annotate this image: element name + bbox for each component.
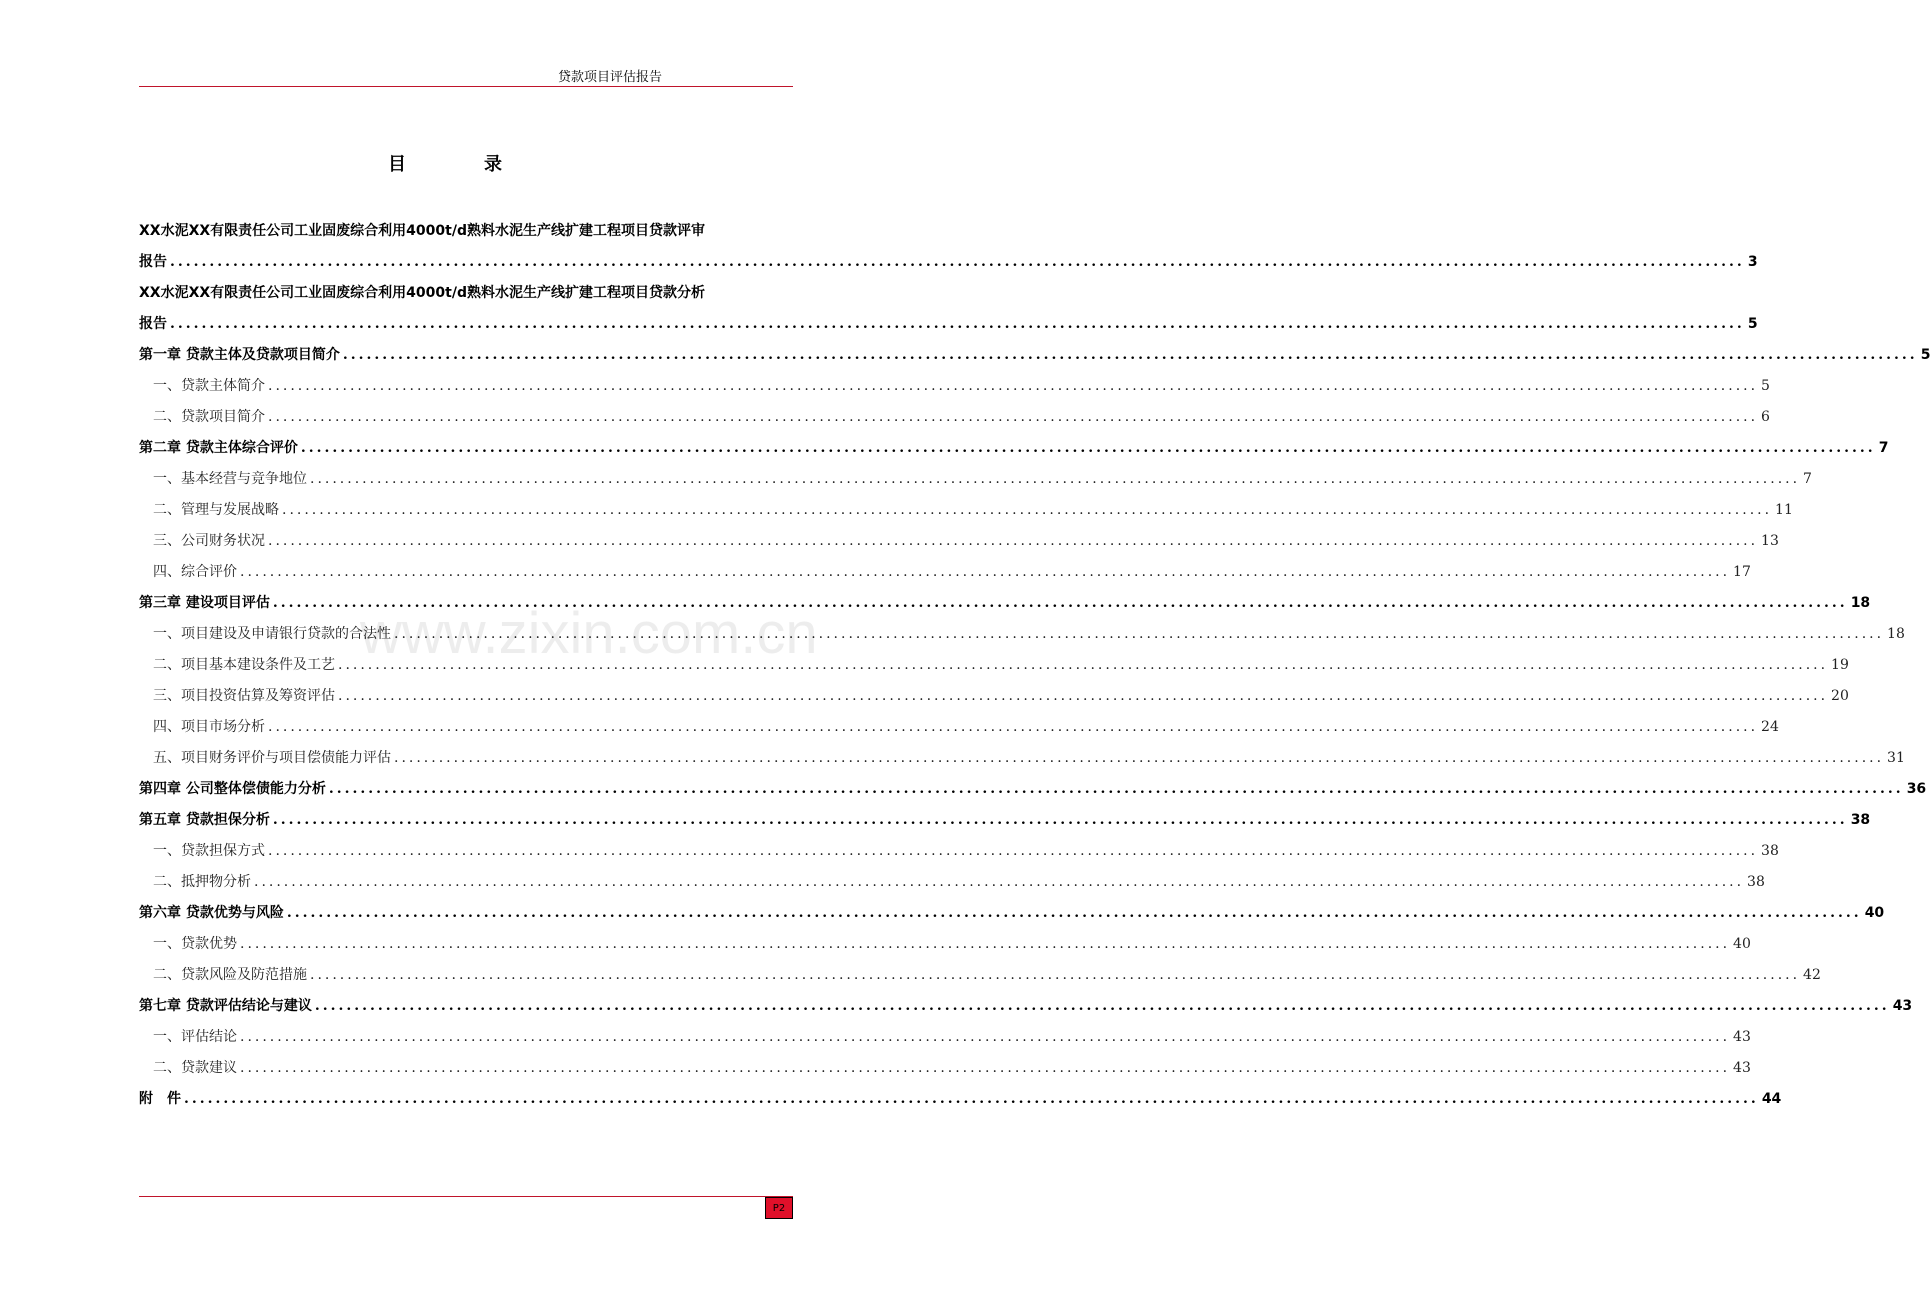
toc-leader-dots: ........................................................................................................................................................................................................ xyxy=(268,843,1759,859)
toc-doc-entry[interactable] xyxy=(139,272,1758,334)
toc-entry-label: 一、贷款担保方式 xyxy=(153,843,265,859)
toc-section-entry[interactable] xyxy=(139,644,1849,675)
toc-section-entry[interactable] xyxy=(139,737,1905,768)
toc-section-entry[interactable] xyxy=(139,613,1905,644)
toc-leader-dots: ........................................................................................................................................................................................................ xyxy=(272,812,1848,828)
toc-section-entry[interactable] xyxy=(139,1047,1751,1078)
toc-section-entry[interactable] xyxy=(139,458,1812,489)
toc-entry-label: 二、抵押物分析 xyxy=(153,874,251,890)
toc-page-number: 6 xyxy=(1761,409,1770,425)
toc-entry-label: 二、项目基本建设条件及工艺 xyxy=(153,657,335,673)
toc-leader-dots: ........................................................................................................................................................................................................ xyxy=(170,316,1745,332)
toc-entry-label: 二、管理与发展战略 xyxy=(153,502,279,518)
toc-page-number: 44 xyxy=(1761,1091,1782,1107)
toc-leader-dots: ........................................................................................................................................................................................................ xyxy=(240,564,1731,580)
toc-entry-label: 二、贷款风险及防范措施 xyxy=(153,967,307,983)
toc-page-number: 5 xyxy=(1920,347,1930,363)
toc-leader-dots: ........................................................................................................................................................................................................ xyxy=(300,440,1876,456)
toc-section-entry[interactable] xyxy=(139,954,1821,985)
toc-leader-dots: ........................................................................................................................................................................................................ xyxy=(394,626,1885,642)
toc-section-entry[interactable] xyxy=(139,706,1779,737)
toc-chapter-entry[interactable] xyxy=(139,892,1885,923)
toc-leader-dots: ........................................................................................................................................................................................................ xyxy=(184,1091,1759,1107)
toc-page-number: 31 xyxy=(1887,750,1905,766)
toc-entry-label: 第一章 贷款主体及贷款项目简介 xyxy=(139,347,340,363)
toc-section-entry[interactable] xyxy=(139,520,1779,551)
toc-entry-label: 一、评估结论 xyxy=(153,1029,237,1045)
toc-entry-label: 报告 xyxy=(139,316,167,332)
toc-entry-label: 一、贷款主体简介 xyxy=(153,378,265,394)
toc-entry-label: 第三章 建设项目评估 xyxy=(139,595,270,611)
toc-entry-label: 附 件 xyxy=(139,1091,181,1107)
toc-chapter-entry[interactable] xyxy=(139,427,1889,458)
toc-chapter-entry[interactable] xyxy=(139,1078,1782,1109)
toc-leader-dots: ........................................................................................................................................................................................................ xyxy=(268,378,1759,394)
header-divider xyxy=(139,86,793,87)
toc-leader-dots: ........................................................................................................................................................................................................ xyxy=(338,657,1829,673)
watermark: www.zixin.com.cn xyxy=(360,601,818,666)
toc-entry-label: 一、项目建设及申请银行贷款的合法性 xyxy=(153,626,391,642)
toc-entry-label: 五、项目财务评价与项目偿债能力评估 xyxy=(153,750,391,766)
toc-page-number: 18 xyxy=(1850,595,1871,611)
toc-entry-label: 二、贷款建议 xyxy=(153,1060,237,1076)
toc-page-number: 38 xyxy=(1747,874,1765,890)
toc-page-number: 5 xyxy=(1761,378,1770,394)
toc-doc-entry-line1: XX水泥XX有限责任公司工业固废综合利用4000t/d熟料水泥生产线扩建工程项目贷款评审 xyxy=(139,223,705,239)
toc-chapter-entry[interactable] xyxy=(139,334,1930,365)
toc-page-number: 13 xyxy=(1761,533,1779,549)
toc-chapter-entry[interactable] xyxy=(139,768,1927,799)
toc-doc-entry[interactable] xyxy=(139,210,1758,272)
toc-leader-dots: ........................................................................................................................................................................................................ xyxy=(268,719,1759,735)
toc-section-entry[interactable] xyxy=(139,551,1751,582)
toc-leader-dots: ........................................................................................................................................................................................................ xyxy=(310,471,1801,487)
toc-entry-label: 第五章 贷款担保分析 xyxy=(139,812,270,828)
toc-entry-label: 报告 xyxy=(139,254,167,270)
toc-page-number: 17 xyxy=(1733,564,1751,580)
toc-section-entry[interactable] xyxy=(139,489,1793,520)
toc-leader-dots: ........................................................................................................................................................................................................ xyxy=(338,688,1829,704)
toc-entry-label: 四、综合评价 xyxy=(153,564,237,580)
header-title: 贷款项目评估报告 xyxy=(557,70,662,85)
toc-chapter-entry[interactable] xyxy=(139,799,1871,830)
toc-entry-label: 第四章 公司整体偿债能力分析 xyxy=(139,781,326,797)
toc-section-entry[interactable] xyxy=(139,365,1770,396)
toc-leader-dots: ........................................................................................................................................................................................................ xyxy=(254,874,1745,890)
toc-page-number: 43 xyxy=(1733,1060,1751,1076)
toc-leader-dots: ........................................................................................................................................................................................................ xyxy=(240,936,1731,952)
toc-entry-label: 第二章 贷款主体综合评价 xyxy=(139,440,298,456)
toc-chapter-entry[interactable] xyxy=(139,582,1871,613)
toc-page-number: 20 xyxy=(1831,688,1849,704)
toc-entry-label: 第七章 贷款评估结论与建议 xyxy=(139,998,312,1014)
toc-leader-dots: ........................................................................................................................................................................................................ xyxy=(314,998,1890,1014)
toc-page-number: 40 xyxy=(1733,936,1751,952)
toc-page-number: 11 xyxy=(1775,502,1793,518)
toc-leader-dots: ........................................................................................................................................................................................................ xyxy=(240,1060,1731,1076)
toc-entry-label: 三、公司财务状况 xyxy=(153,533,265,549)
toc-leader-dots: ........................................................................................................................................................................................................ xyxy=(286,905,1862,921)
toc-leader-dots: ........................................................................................................................................................................................................ xyxy=(268,409,1759,425)
toc-doc-entry-line2 xyxy=(139,241,1758,272)
toc-page-number: 43 xyxy=(1892,998,1913,1014)
toc-entry-label: 三、项目投资估算及筹资评估 xyxy=(153,688,335,704)
toc-section-entry[interactable] xyxy=(139,1016,1751,1047)
toc-leader-dots: ........................................................................................................................................................................................................ xyxy=(272,595,1848,611)
toc-page-number: 24 xyxy=(1761,719,1779,735)
toc-page-number: 38 xyxy=(1850,812,1871,828)
toc-leader-dots: ........................................................................................................................................................................................................ xyxy=(170,254,1745,270)
toc-doc-entry-line1: XX水泥XX有限责任公司工业固废综合利用4000t/d熟料水泥生产线扩建工程项目贷款分析 xyxy=(139,285,705,301)
toc-page-number: 40 xyxy=(1864,905,1885,921)
toc-page-number: 42 xyxy=(1803,967,1821,983)
toc-entry-label: 四、项目市场分析 xyxy=(153,719,265,735)
toc-chapter-entry[interactable] xyxy=(139,985,1913,1016)
toc-page-number: 36 xyxy=(1906,781,1927,797)
toc-page-number: 7 xyxy=(1803,471,1812,487)
toc-section-entry[interactable] xyxy=(139,675,1849,706)
toc-page-number: 7 xyxy=(1878,440,1889,456)
toc-doc-entry-line2 xyxy=(139,303,1758,334)
toc-section-entry[interactable] xyxy=(139,861,1765,892)
toc-page-number: 38 xyxy=(1761,843,1779,859)
toc-leader-dots: ........................................................................................................................................................................................................ xyxy=(342,347,1918,363)
toc-entry-label: 二、贷款项目简介 xyxy=(153,409,265,425)
toc-entry-label: 第六章 贷款优势与风险 xyxy=(139,905,284,921)
toc-leader-dots: ........................................................................................................................................................................................................ xyxy=(394,750,1885,766)
toc-page-number: 19 xyxy=(1831,657,1849,673)
toc-section-entry[interactable] xyxy=(139,396,1770,427)
toc-section-entry[interactable] xyxy=(139,923,1751,954)
toc-page-number: 43 xyxy=(1733,1029,1751,1045)
toc-leader-dots: ........................................................................................................................................................................................................ xyxy=(328,781,1904,797)
toc-entries xyxy=(139,334,1930,1109)
table-of-contents xyxy=(139,210,1930,1109)
toc-leader-dots: ........................................................................................................................................................................................................ xyxy=(282,502,1773,518)
toc-entry-label: 一、贷款优势 xyxy=(153,936,237,952)
toc-entry-label: 一、基本经营与竞争地位 xyxy=(153,471,307,487)
toc-page-number: 5 xyxy=(1747,316,1758,332)
toc-section-entry[interactable] xyxy=(139,830,1779,861)
toc-leader-dots: ........................................................................................................................................................................................................ xyxy=(268,533,1759,549)
toc-title: 目 录 xyxy=(388,154,532,175)
page-number-badge: P2 xyxy=(765,1197,793,1219)
toc-page-number: 18 xyxy=(1887,626,1905,642)
toc-page-number: 3 xyxy=(1747,254,1758,270)
toc-leader-dots: ........................................................................................................................................................................................................ xyxy=(310,967,1801,983)
footer-divider xyxy=(139,1196,793,1197)
toc-leader-dots: ........................................................................................................................................................................................................ xyxy=(240,1029,1731,1045)
